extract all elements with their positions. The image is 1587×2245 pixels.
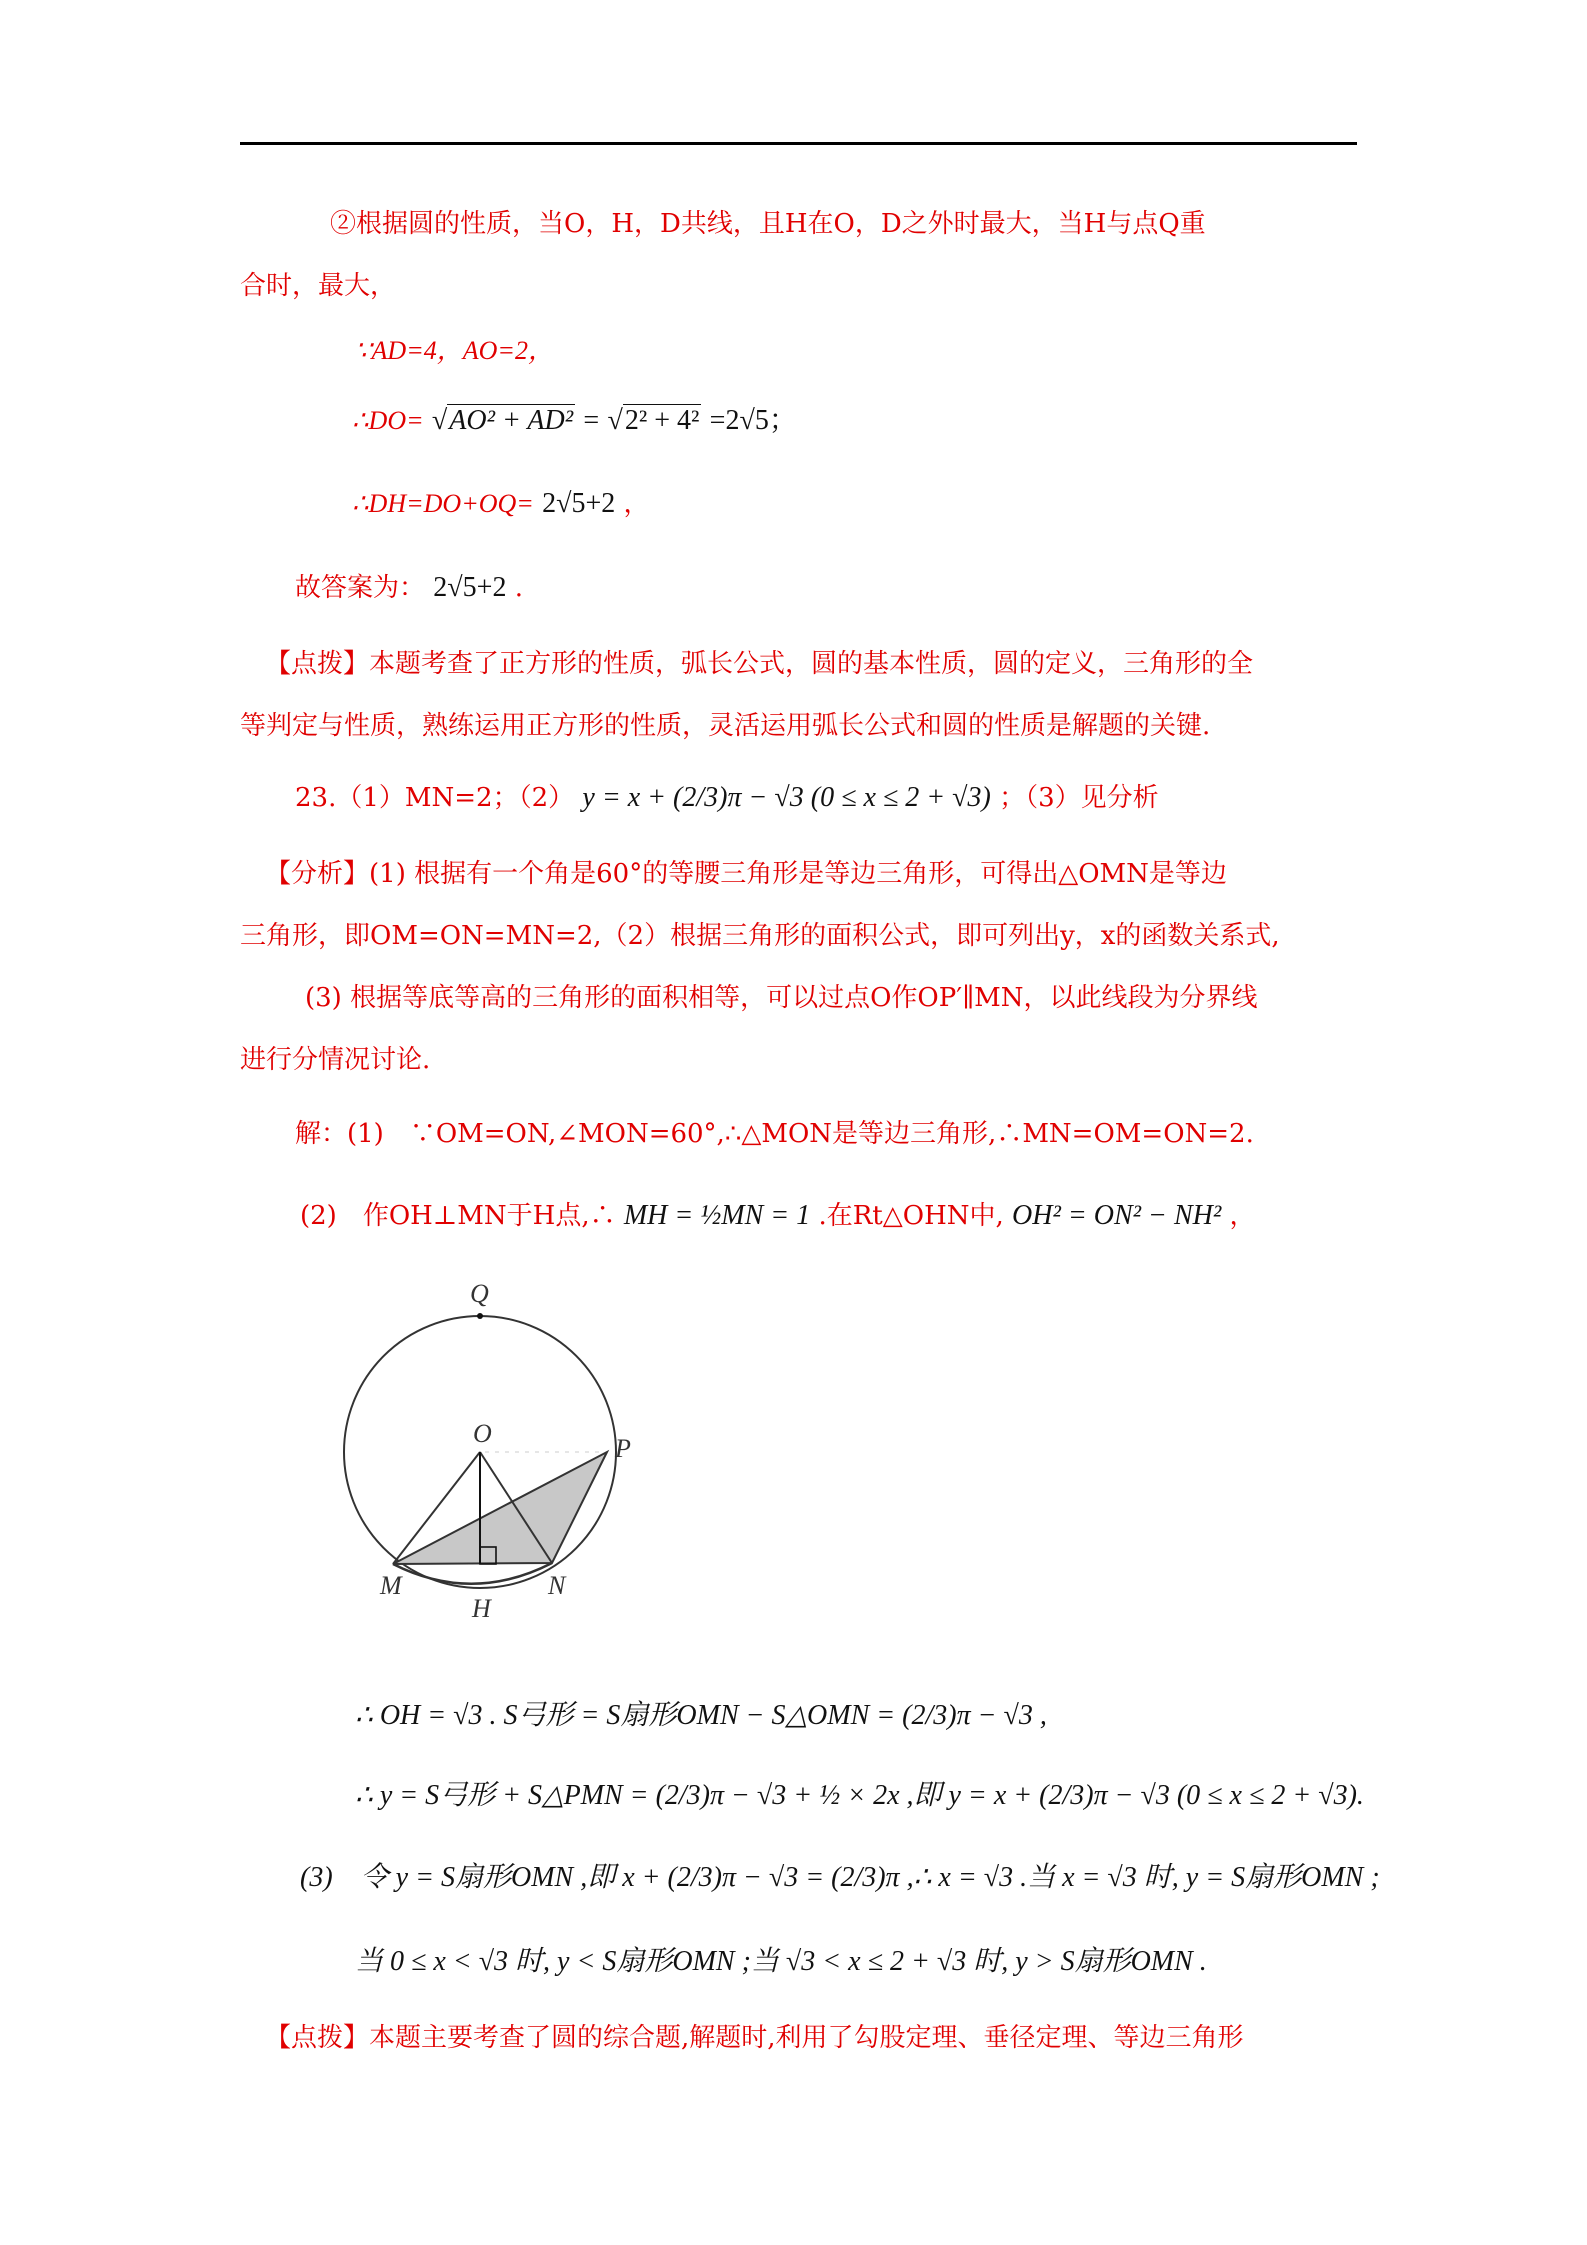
label-p: P bbox=[615, 1434, 631, 1463]
solution-part1: 解：(1) ∵OM=ON,∠MON=60°,∴△MON是等边三角形,∴MN=OM=ON=2. bbox=[295, 1119, 1254, 1149]
solution-part2-line2: ∴ OH = √3 . S弓形 = S扇形OMN − S△OMN = (2/3)π − √3 , bbox=[355, 1700, 1047, 1731]
do-result: =2√5； bbox=[709, 405, 797, 436]
point-q bbox=[477, 1313, 483, 1319]
answer-label: 故答案为： bbox=[295, 573, 426, 603]
shaded-triangle-pmn bbox=[393, 1452, 607, 1564]
do-sqrt-1: √AO² + AD² bbox=[431, 405, 574, 436]
solution-part3-line1: (3) 令 y = S扇形OMN ,即 x + (2/3)π − √3 = (2/3)π ,∴ x = √3 .当 x = √3 时, y = S扇形OMN ; bbox=[300, 1862, 1380, 1893]
circle-diagram bbox=[330, 1272, 650, 1632]
analysis-line3: (3) 根据等底等高的三角形的面积相等，可以过点O作OP′∥MN，以此线段为分界线 bbox=[305, 983, 1258, 1013]
solution-part3-line2: 当 0 ≤ x < √3 时, y < S扇形OMN ;当 √3 < x ≤ 2 + √3 时, y > S扇形OMN . bbox=[355, 1946, 1207, 1977]
do-prefix: ∴DO= bbox=[352, 406, 424, 435]
oh-formula: OH² = ON² − NH² bbox=[1012, 1200, 1222, 1231]
arc-mn bbox=[393, 1563, 552, 1584]
dh-equation bbox=[352, 488, 650, 520]
label-m: M bbox=[380, 1571, 402, 1600]
answer-suffix: . bbox=[514, 573, 523, 603]
dh-prefix: ∴DH=DO+OQ= bbox=[352, 489, 534, 518]
tip1-line1 bbox=[265, 648, 1253, 680]
mh-formula: MH = ½MN = 1 bbox=[623, 1200, 811, 1231]
dh-result: 2√5+2 bbox=[542, 488, 616, 519]
tip1-tag: 【点拨】 bbox=[265, 649, 370, 679]
q23-header-prefix: 23.（1）MN=2；（2） bbox=[295, 783, 575, 813]
tip1-text1: 本题考查了正方形的性质，弧长公式，圆的基本性质，圆的定义，三角形的全 bbox=[369, 649, 1254, 679]
analysis-line1: 【分析】(1) 根据有一个角是60°的等腰三角形是等边三角形，可得出△OMN是等边 bbox=[265, 859, 1227, 889]
part2-line2: 合时，最大， bbox=[240, 271, 397, 301]
do-sqrt-2: √2² + 4² bbox=[607, 405, 700, 436]
solution-part2: (2) 作OH⊥MN于H点,∴ MH = ½MN = 1 .在Rt△OHN中, OH² = ON² − NH² ， bbox=[300, 1200, 1256, 1231]
label-q: Q bbox=[470, 1279, 489, 1308]
tip2-line: 【点拨】本题主要考查了圆的综合题,解题时,利用了勾股定理、垂径定理、等边三角形 bbox=[265, 2023, 1244, 2053]
dh-suffix: ， bbox=[623, 489, 650, 519]
header-rule bbox=[240, 142, 1357, 145]
do-equation bbox=[352, 405, 797, 437]
label-n: N bbox=[548, 1571, 566, 1600]
analysis-tag: 【分析】 bbox=[265, 859, 370, 889]
label-h: H bbox=[472, 1594, 491, 1623]
q23-header-formula: y = x + (2/3)π − √3 (0 ≤ x ≤ 2 + √3) bbox=[582, 782, 991, 813]
tip2-tag: 【点拨】 bbox=[265, 2023, 370, 2053]
solution-part2-line3: ∴ y = S弓形 + S△PMN = (2/3)π − √3 + ½ × 2x ,即 y = x + (2/3)π − √3 (0 ≤ x ≤ 2 + √3). bbox=[355, 1780, 1364, 1811]
because-line: ∵AD=4，AO=2， bbox=[355, 336, 554, 365]
answer-line bbox=[295, 572, 523, 604]
part2-line1: ②根据圆的性质，当O，H，D共线，且H在O，D之外时最大，当H与点Q重 bbox=[330, 209, 1206, 239]
q23-header-suffix: ；（3）见分析 bbox=[999, 783, 1159, 813]
answer-value: 2√5+2 bbox=[433, 572, 507, 603]
analysis-line4: 进行分情况讨论. bbox=[240, 1045, 431, 1075]
analysis-line2: 三角形，即OM=ON=MN=2,（2）根据三角形的面积公式，即可列出y，x的函数关系式, bbox=[240, 921, 1280, 951]
q23-header bbox=[295, 782, 1159, 814]
tip1-line2: 等判定与性质，熟练运用正方形的性质，灵活运用弧长公式和圆的性质是解题的关键. bbox=[240, 711, 1211, 741]
equals-sign: = bbox=[583, 405, 600, 436]
label-o: O bbox=[473, 1419, 492, 1448]
